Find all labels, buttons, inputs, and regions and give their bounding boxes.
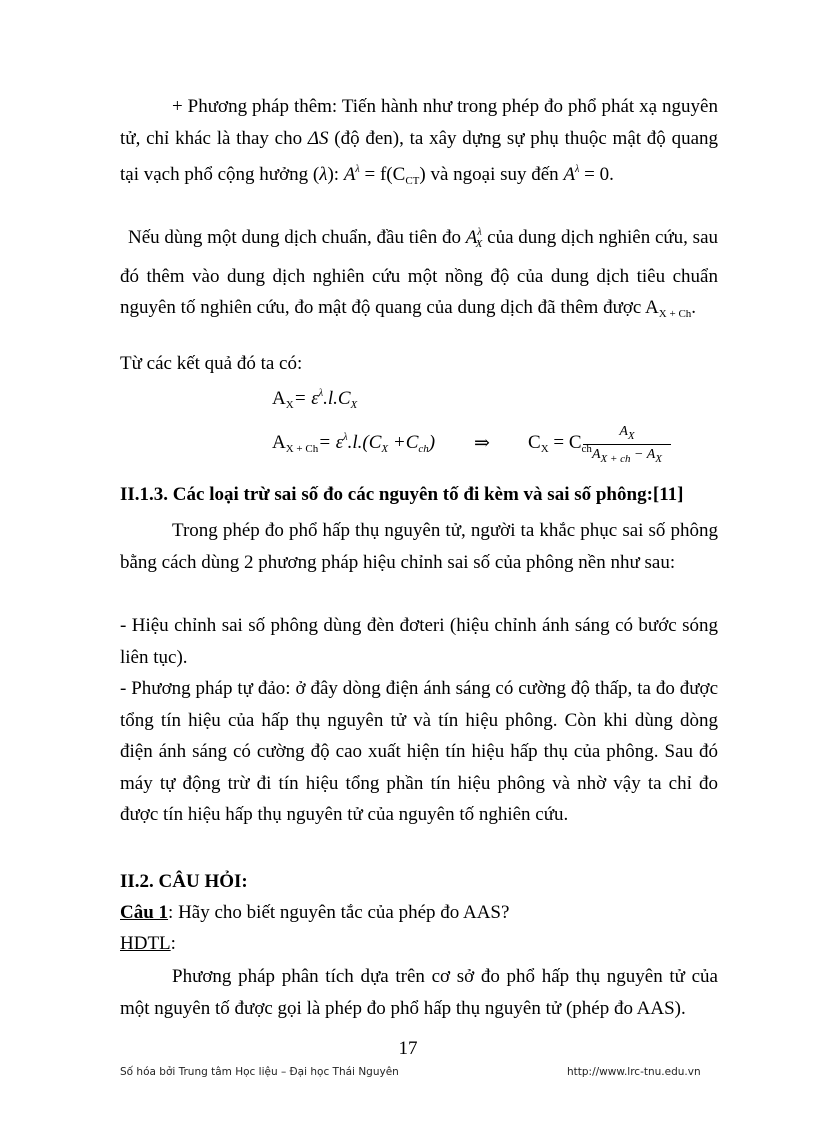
text-run: − A — [630, 447, 656, 462]
symbol-a: A — [343, 164, 356, 185]
subscript: CT — [405, 175, 420, 187]
fraction-denominator — [583, 445, 671, 465]
text-run: . — [691, 297, 697, 318]
subscript: X — [381, 443, 389, 455]
equation-ax-ch — [272, 432, 435, 455]
superscript: λ — [477, 227, 482, 238]
text-run: +C — [388, 432, 419, 453]
subscript: X — [350, 399, 358, 411]
results-intro: Từ các kết quả đó ta có: — [120, 353, 303, 374]
text-run: = f(C — [359, 164, 406, 185]
symbol-a: A — [465, 227, 478, 248]
symbol-lambda: λ — [319, 164, 328, 185]
superscript: λ — [343, 432, 348, 443]
text-run: C — [528, 432, 541, 453]
section-heading: II.1.3. Các loại trừ sai số đo các nguyên tố đi kèm và sai số phông:[11] — [120, 484, 684, 505]
symbol-a: A — [563, 164, 576, 185]
text-run: A — [619, 424, 628, 439]
superscript: λ — [318, 388, 324, 399]
paragraph-background-correction: Trong phép đo phổ hấp thụ nguyên tử, người ta khắc phục sai số phông bằng cách dùng 2 phương pháp hiệu chỉnh sai số của phông nền như sau: — [120, 520, 718, 573]
text-run: (độ đen), ta xây dựng sự phụ thuộc mật độ quang tại vạch phổ cộng hưởng ( — [120, 127, 718, 185]
text-run: .l.(C — [347, 432, 382, 453]
paragraph-self-reversal: - Phương pháp tự đảo: ở đây dòng điện ánh sáng có cường độ thấp, ta đo được tổng tín hiệu của hấp thụ nguyên tử và tín hiệu phông. Còn khi dùng dòng điện ánh sáng có cường độ cao xuất hiện tín hiệu hấp thụ của phông. Sau đó máy tự động trừ đi tín hiệu tổng phần tín hiệu phông và nhờ vậy ta chỉ đo được tín hiệu hấp thụ nguyên tử của nguyên tố nghiên cứu. — [120, 678, 718, 825]
text-run: A — [272, 388, 286, 409]
text-run: của dung dịch nghiên cứu, sau đó thêm vào dung dịch nghiên cứu một nồng độ của dung dịch tiêu chuẩn nguyên tố nghiên cứu, đo mật độ quang của dung dịch đã thêm được A — [120, 227, 719, 318]
footer-url[interactable]: http://www.lrc-tnu.edu.vn — [567, 1066, 701, 1078]
heading-questions: II.2. CÂU HỎI: — [120, 871, 248, 892]
subscript: X — [475, 238, 483, 250]
text-run: .l.C — [323, 388, 351, 409]
text-run: ): — [327, 164, 344, 185]
subscript: X — [627, 430, 635, 442]
text-run: = ε — [293, 388, 319, 409]
answer-colon: : — [170, 933, 176, 954]
paragraph-deuterium-lamp: - Hiệu chỉnh sai số phông dùng đèn đơteri (hiệu chỉnh ánh sáng có bước sóng liên tục). — [120, 615, 718, 668]
question-label: Câu 1 — [120, 902, 169, 923]
paragraph-answer: Phương pháp phân tích dựa trên cơ sở đo phổ hấp thụ nguyên tử của một nguyên tố được gọi là phép đo phổ hấp thụ nguyên tử (phép đo AAS). — [120, 966, 718, 1019]
superscript: λ — [575, 164, 580, 175]
symbol-delta-s: ΔS — [307, 127, 329, 149]
subscript: X — [285, 399, 294, 411]
subscript: ch — [418, 443, 429, 455]
paragraph-standard-addition — [120, 91, 718, 198]
footer-source: Số hóa bởi Trung tâm Học liệu – Đại học Thái Nguyên — [120, 1066, 399, 1078]
subscript: X — [540, 443, 549, 455]
page-number: 17 — [398, 1038, 418, 1059]
implies-arrow: ⇒ — [474, 433, 490, 454]
subscript: X + Ch — [285, 443, 319, 455]
text-run: = 0. — [579, 164, 614, 185]
text-run: + Phương pháp thêm: Tiến hành như trong phép đo phổ phát xạ nguyên tử, chỉ khác là thay cho — [120, 96, 718, 149]
fraction-numerator — [583, 424, 671, 445]
equation-ax — [272, 388, 357, 411]
fraction — [583, 424, 671, 465]
paragraph-standard-solution — [120, 217, 718, 331]
text-run: Nếu dùng một dung dịch chuẩn, đầu tiên đo — [128, 227, 466, 248]
superscript: λ — [355, 164, 360, 175]
subscript: X — [655, 453, 663, 465]
question-text: : Hãy cho biết nguyên tắc của phép đo AAS? — [168, 902, 510, 923]
subscript: X + Ch — [658, 308, 692, 320]
text-run: ) và ngoại suy đến — [419, 164, 564, 185]
text-run: = C — [548, 432, 582, 453]
text-run: = ε — [318, 432, 344, 453]
answer-guide — [120, 933, 176, 955]
subscript: X + ch — [600, 453, 631, 465]
text-run: A — [591, 447, 601, 462]
subscript: ch — [581, 443, 592, 455]
answer-label: HDTL — [120, 933, 171, 954]
text-run: A — [272, 432, 286, 453]
text-run: ) — [428, 432, 436, 453]
question-1 — [120, 902, 509, 924]
